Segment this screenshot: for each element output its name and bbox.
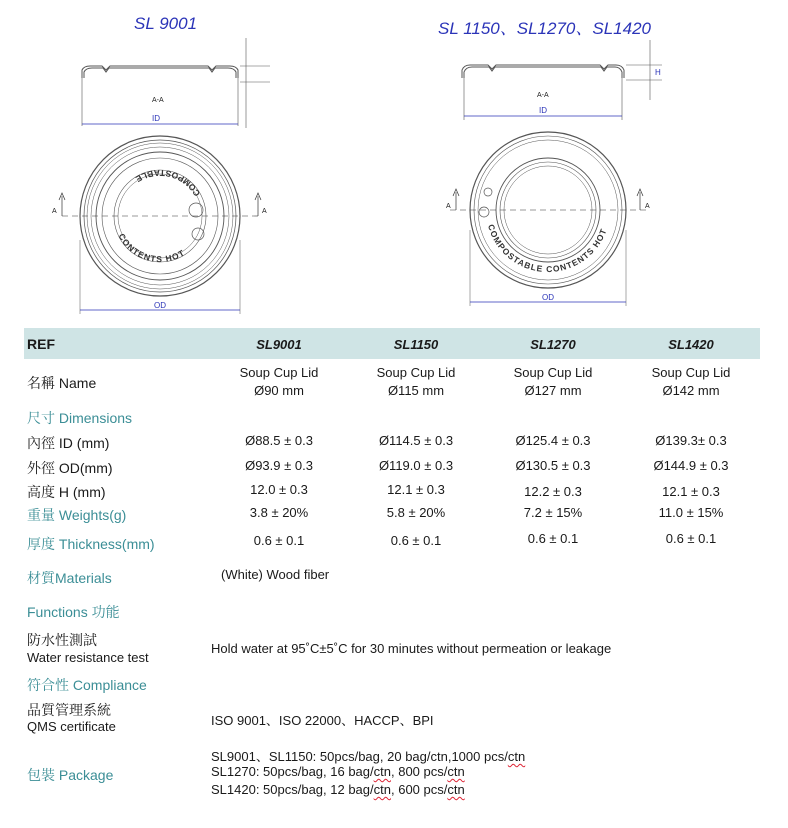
sl1150-arrow-left (453, 189, 459, 210)
model-header-sl1420: SL1420 (668, 337, 714, 352)
water-value: Hold water at 95˚C±5˚C for 30 minutes without permeation or leakage (211, 641, 612, 656)
height-sl1420: 12.1 ± 0.3 (662, 484, 720, 499)
id-sl1270: Ø125.4 ± 0.3 (515, 433, 591, 448)
water-label-en: Water resistance test (27, 650, 149, 665)
weight-sl1270: 7.2 ± 15% (523, 505, 583, 520)
height-sl1150: 12.1 ± 0.3 (387, 482, 445, 497)
materials-label: 材質Materials (27, 570, 112, 586)
name-sl9001: Soup Cup Lid Ø90 mm (239, 365, 319, 398)
name-sl1150: Soup Cup Lid Ø115 mm (376, 365, 456, 398)
package-line-3: SL1420: 50pcs/bag, 12 bag/ctn, 600 pcs/ctn (211, 782, 465, 797)
model-header-sl9001: SL9001 (256, 337, 302, 352)
left-model-title: SL 9001 (134, 14, 198, 33)
thickness-label: 厚度 Thickness(mm) (27, 536, 155, 552)
height-label: 高度 H (mm) (27, 484, 106, 500)
functions-label: Functions 功能 (27, 604, 120, 620)
sl1150-section-label: A-A (537, 92, 549, 99)
right-models-title: SL 1150、SL1270、SL1420 (438, 19, 651, 38)
sl9001-marker-right: A (262, 208, 267, 215)
weight-sl1420: 11.0 ± 15% (658, 505, 724, 520)
thickness-sl1420: 0.6 ± 0.1 (665, 531, 717, 546)
sl9001-drawing (40, 30, 270, 320)
od-sl9001: Ø93.9 ± 0.3 (245, 458, 313, 473)
sl9001-section-label: A-A (152, 97, 164, 104)
od-sl1150: Ø119.0 ± 0.3 (378, 458, 454, 473)
od-sl1270: Ø130.5 ± 0.3 (515, 458, 591, 473)
sl9001-arrow-left (59, 193, 65, 216)
sl1150-marker-right: A (645, 203, 650, 210)
id-sl1420: Ø139.3± 0.3 (655, 433, 727, 448)
sl9001-od-label: OD (154, 301, 166, 310)
od-label: 外徑 OD(mm) (27, 460, 113, 476)
package-label: 包裝 Package (27, 767, 114, 783)
height-sl1270: 12.2 ± 0.3 (524, 484, 582, 499)
sl1150-id-label: ID (539, 106, 547, 115)
name-sl1420: Soup Cup Lid Ø142 mm (651, 365, 731, 398)
sl1150-height-label: H (655, 68, 661, 77)
sl1150-cross-section (462, 40, 662, 120)
sl1150-od-label: OD (542, 293, 554, 302)
id-sl1150: Ø114.5 ± 0.3 (378, 433, 454, 448)
sl9001-ring-text-top: COMPOSTABLE (133, 167, 203, 199)
thickness-sl1270: 0.6 ± 0.1 (527, 531, 579, 546)
od-sl1420: Ø144.9 ± 0.3 (653, 458, 729, 473)
id-sl9001: Ø88.5 ± 0.3 (245, 433, 313, 448)
sl9001-marker-left: A (52, 208, 57, 215)
height-sl9001: 12.0 ± 0.3 (250, 482, 308, 497)
compliance-label: 符合性 Compliance (27, 677, 147, 693)
package-line-1: SL9001、SL1150: 50pcs/bag, 20 bag/ctn,1000 pcs/ctn (211, 749, 526, 764)
id-label: 內徑 ID (mm) (27, 435, 110, 451)
qms-label-en: QMS certificate (27, 719, 116, 734)
sl9001-ring-text-bottom: CONTENTS HOT (116, 231, 187, 265)
model-header-sl1150: SL1150 (393, 337, 439, 352)
ref-label: REF (27, 336, 55, 352)
sl1150-ring-text: COMPOSTABLE CONTENTS HOT (485, 222, 609, 275)
weight-sl1150: 5.8 ± 20% (386, 505, 446, 520)
model-header-sl1270: SL1270 (530, 337, 576, 352)
thickness-sl1150: 0.6 ± 0.1 (390, 533, 442, 548)
weight-label: 重量 Weights(g) (27, 507, 127, 523)
sl1150-marker-left: A (446, 203, 451, 210)
dimensions-label: 尺寸 Dimensions (27, 410, 133, 426)
sl9001-arrow-right (255, 193, 261, 216)
qms-label-zh: 品質管理系統 (27, 702, 111, 718)
materials-value: (White) Wood fiber (221, 567, 330, 582)
weight-sl9001: 3.8 ± 20% (249, 505, 309, 520)
package-line-2: SL1270: 50pcs/bag, 16 bag/ctn, 800 pcs/ctn (211, 764, 465, 779)
sl9001-cross-section (82, 38, 270, 128)
sl9001-id-label: ID (152, 114, 160, 123)
water-label-zh: 防水性測試 (27, 632, 97, 648)
sl1150-drawing (440, 30, 680, 310)
thickness-sl9001: 0.6 ± 0.1 (253, 533, 305, 548)
name-sl1270: Soup Cup Lid Ø127 mm (513, 365, 593, 398)
qms-value: ISO 9001、ISO 22000、HACCP、BPI (211, 713, 434, 728)
name-label: 名稱 Name (27, 375, 97, 391)
sl1150-arrow-right (637, 189, 643, 210)
